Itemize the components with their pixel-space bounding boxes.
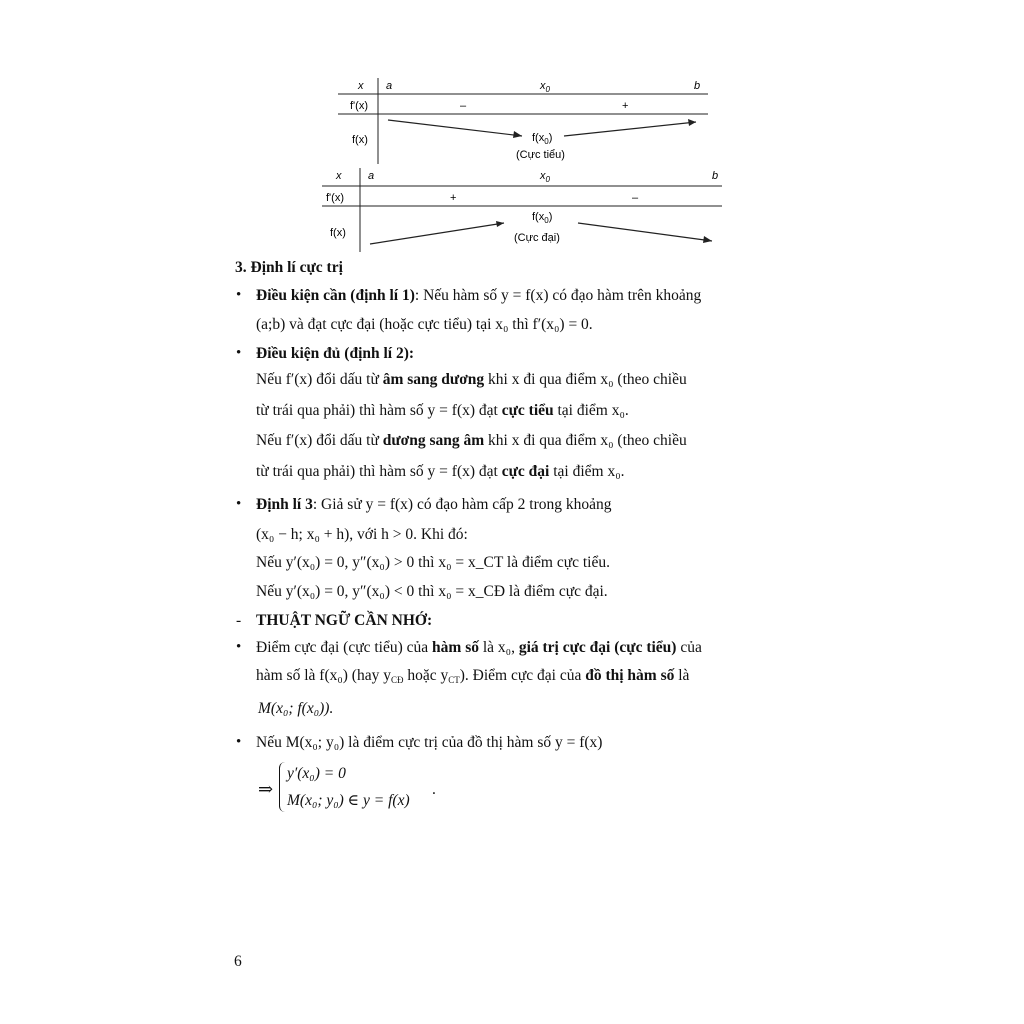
table2-fprime-label: f'(x) [326,192,344,204]
table1-sign-left: – [460,100,467,112]
table2-value-label: $f(x_0)$ [532,211,553,225]
table2-f-label: f(x) [330,227,346,239]
table2-arrow-up [370,223,504,244]
bullet: • [236,496,242,512]
bullet: • [236,345,242,361]
theorem3-line1: Định lí 3: Giả sử y = f(x) có đạo hàm cấp 2 trong khoảng [256,496,612,513]
term1-line1: Điểm cực đại (cực tiểu) của hàm số là x₀, giá trị cực đại (cực tiểu) của [256,639,702,656]
page-number: 6 [234,953,242,970]
table1-x-label: x [358,80,364,92]
table1-b-label: b [694,80,701,92]
table1-arrow-down [388,120,522,136]
table1-sign-right: + [622,100,629,112]
table1-a-label: a [386,80,393,92]
table2-arrow-down [578,223,712,241]
bullet: • [236,287,242,303]
variation-table-maximum [318,164,728,254]
cond2-line1: Nếu f′(x) đổi dấu từ âm sang dương khi x đi qua điểm x₀ (theo chiều [256,371,687,388]
table1-caption: (Cực tiểu) [516,149,565,161]
table1-arrow-up [564,122,696,136]
table2-b-label: b [712,170,719,182]
system-line2: M(x₀; y₀) ∈ y = f(x) [287,792,410,809]
table2-sign-left: + [450,192,457,204]
cond2-line2: từ trái qua phải) thì hàm số y = f(x) đạt cực tiểu tại điểm x₀. [256,402,629,419]
system-line1: y′(x₀) = 0 [287,765,346,782]
cond2-line3: Nếu f′(x) đổi dấu từ dương sang âm khi x đi qua điểm x₀ (theo chiều [256,432,687,449]
table2-caption: (Cực đại) [514,232,560,244]
terms-heading: THUẬT NGỮ CẦN NHỚ: [256,612,433,629]
section-heading: 3. Định lí cực trị [235,259,343,276]
term1-line3: M(x₀; f(x₀)). [258,700,334,717]
cond2-line4: từ trái qua phải) thì hàm số y = f(x) đạt cực đại tại điểm x₀. [256,463,625,480]
theorem3-line2: (x₀ − h; x₀ + h), với h > 0. Khi đó: [256,526,468,543]
bullet: • [236,734,242,750]
table2-x-label: x [336,170,342,182]
table1-x0-label: $x_0$ [540,80,550,94]
term2-line1: Nếu M(x₀; y₀) là điểm cực trị của đồ thị hàm số y = f(x) [256,734,603,751]
table1-value-label: $f(x_0)$ [532,132,553,146]
implies-arrow: ⇒ [258,779,274,799]
terms-dash: - [236,612,242,629]
table1-fprime-label: f'(x) [350,100,368,112]
table2-a-label: a [368,170,375,182]
variation-table-minimum [330,72,720,168]
table1-f-label: f(x) [352,134,368,146]
cond1-line2: (a;b) và đạt cực đại (hoặc cực tiểu) tại x₀ thì f′(x₀) = 0. [256,316,593,333]
theorem3-line3: Nếu y′(x₀) = 0, y″(x₀) > 0 thì x₀ = x_CT là điểm cực tiểu. [256,554,610,571]
cond1-line1: Điều kiện cần (định lí 1): Nếu hàm số y = f(x) có đạo hàm trên khoảng [256,287,702,304]
system-dot: . [432,781,436,798]
term1-line2: hàm số là f(x₀) (hay $y_{CĐ}$ hoặc $y_{CT}$). Điểm cực đại của đồ thị hàm số là [256,667,690,685]
table2-sign-right: – [632,192,639,204]
theorem3-line4: Nếu y′(x₀) = 0, y″(x₀) < 0 thì x₀ = x_CĐ là điểm cực đại. [256,583,608,600]
cond2-heading: Điều kiện đủ (định lí 2): [256,345,415,362]
bullet: • [236,639,242,655]
table2-x0-label: $x_0$ [540,170,550,184]
